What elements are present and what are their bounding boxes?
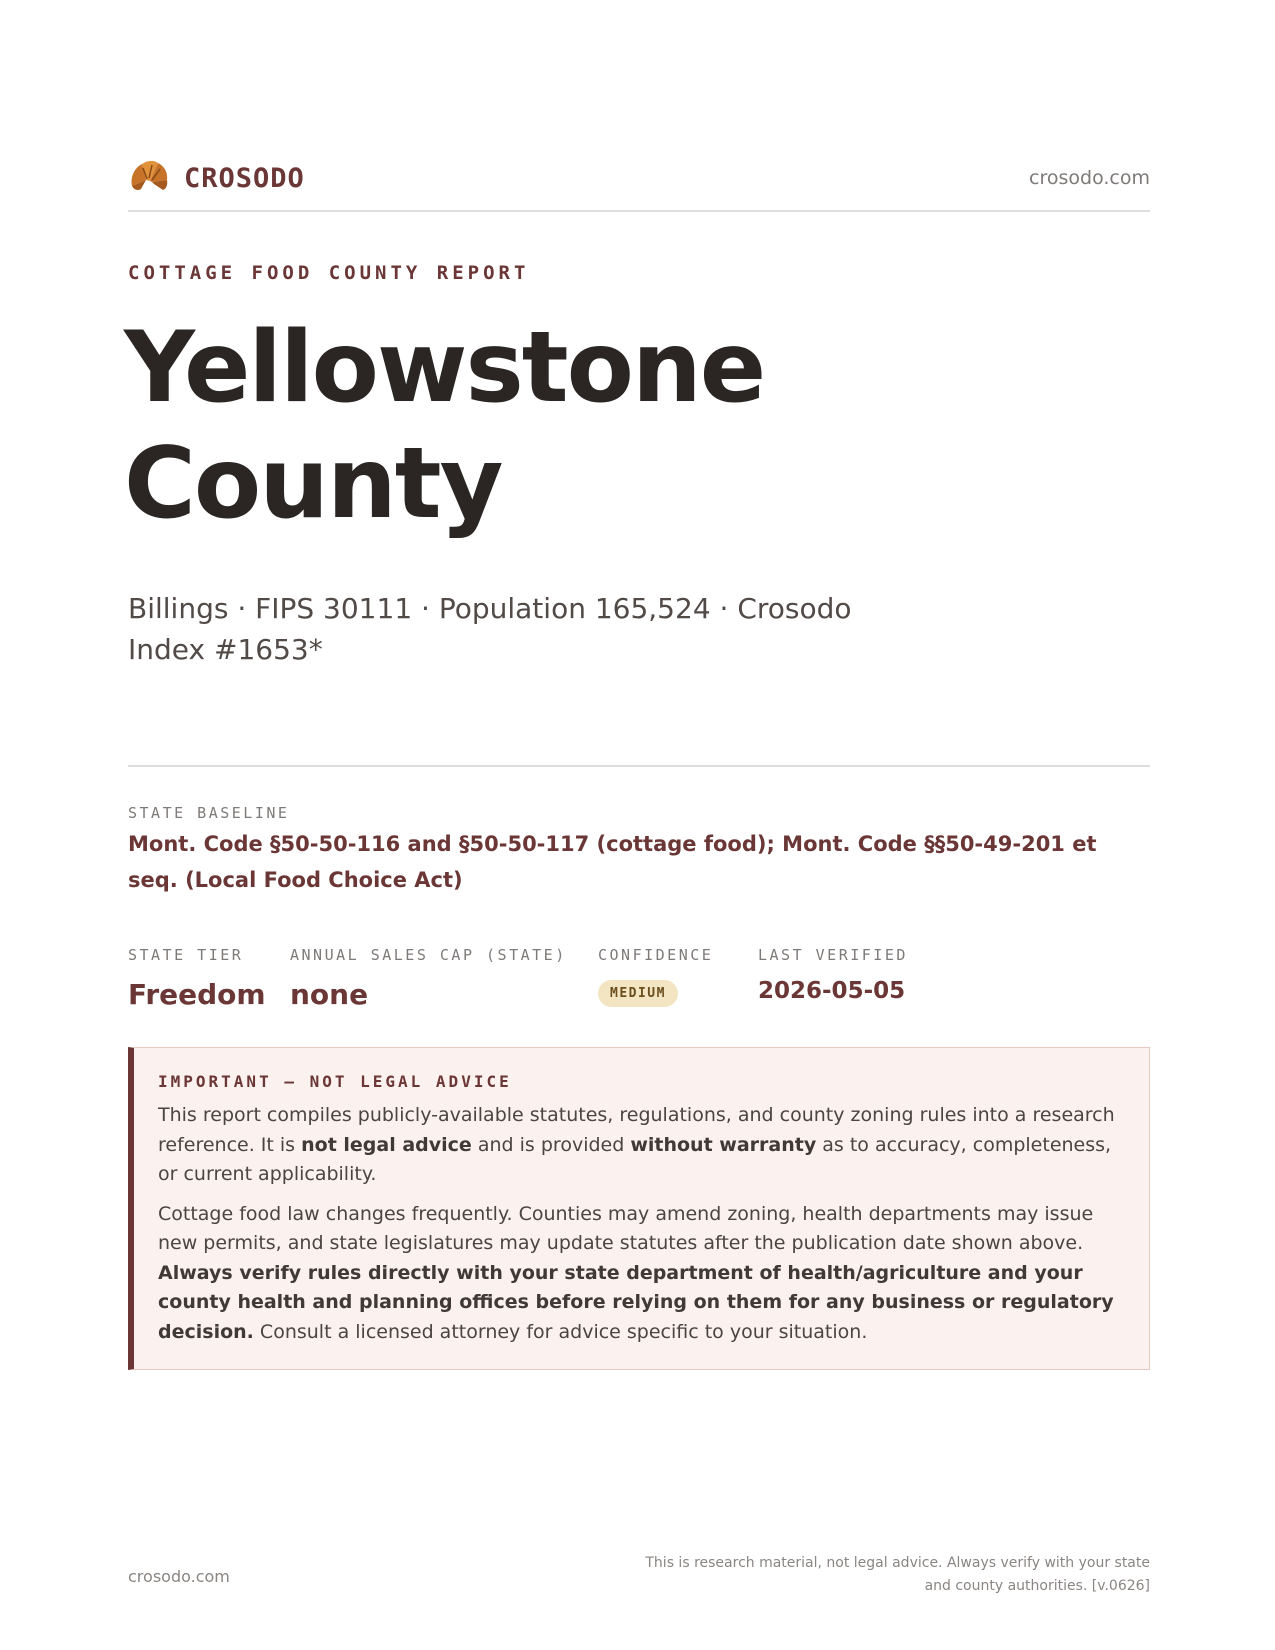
stat-tier bbox=[128, 946, 290, 1011]
stat-verified-value: 2026-05-05 bbox=[758, 978, 906, 1004]
stat-tier-value: Freedom bbox=[128, 978, 266, 1011]
stat-cap-value: none bbox=[290, 978, 369, 1011]
footer-disclaimer bbox=[630, 1552, 1150, 1598]
stats-row bbox=[128, 946, 958, 1011]
notice-paragraph-1: This report compiles publicly-available statutes, regulations, and county zoning rules into a research reference. It is not legal advice and is provided without warranty as to accuracy, completeness, or current applicability. bbox=[158, 1104, 1115, 1185]
section-divider bbox=[128, 765, 1150, 767]
baseline-statutes: Mont. Code §50-50-116 and §50-50-117 (cottage food); Mont. Code §§50-49-201 et seq. (Local Food Choice Act) bbox=[128, 832, 1097, 892]
stat-sales-cap bbox=[290, 946, 598, 1011]
stat-confidence bbox=[598, 946, 758, 1011]
page-title bbox=[124, 310, 1084, 542]
footer-url[interactable]: crosodo.com bbox=[128, 1567, 230, 1586]
confidence-badge: MEDIUM bbox=[598, 980, 678, 1007]
footer-disclaimer-line-1: This is research material, not legal advice. Always verify with your state bbox=[645, 1555, 1150, 1571]
header-url[interactable]: crosodo.com bbox=[1029, 167, 1150, 189]
stat-tier-label: STATE TIER bbox=[128, 946, 244, 964]
brand-name: CROSODO bbox=[184, 162, 305, 194]
notice-label: IMPORTANT — NOT LEGAL ADVICE bbox=[158, 1072, 512, 1091]
notice-paragraph-2: Cottage food law changes frequently. Counties may amend zoning, health departments may issue new permits, and state legislatures may update statutes after the publication date shown above. Always verify rules directly with your state department of health/agriculture and your county health and planning offices before relying on them for any business or regulatory decision. Consult a licensed attorney for advice specific to your situation. bbox=[158, 1202, 1114, 1343]
title-line-2: County bbox=[124, 427, 502, 541]
stat-cap-label: ANNUAL SALES CAP (STATE) bbox=[290, 946, 567, 964]
stat-verified-label: LAST VERIFIED bbox=[758, 946, 908, 964]
report-eyebrow: COTTAGE FOOD COUNTY REPORT bbox=[128, 262, 530, 284]
page-header bbox=[128, 158, 1150, 212]
footer-disclaimer-line-2: and county authorities. [v.0626] bbox=[924, 1578, 1150, 1594]
stat-last-verified bbox=[758, 946, 958, 1011]
croissant-icon bbox=[128, 156, 170, 196]
stat-confidence-label: CONFIDENCE bbox=[598, 946, 714, 964]
county-subtitle: Billings · FIPS 30111 · Population 165,524 · Crosodo Index #1653* bbox=[128, 592, 852, 666]
legal-notice bbox=[128, 1047, 1150, 1370]
title-line-1: Yellowstone bbox=[124, 311, 765, 425]
brand bbox=[128, 158, 305, 196]
baseline-label: STATE BASELINE bbox=[128, 804, 290, 822]
